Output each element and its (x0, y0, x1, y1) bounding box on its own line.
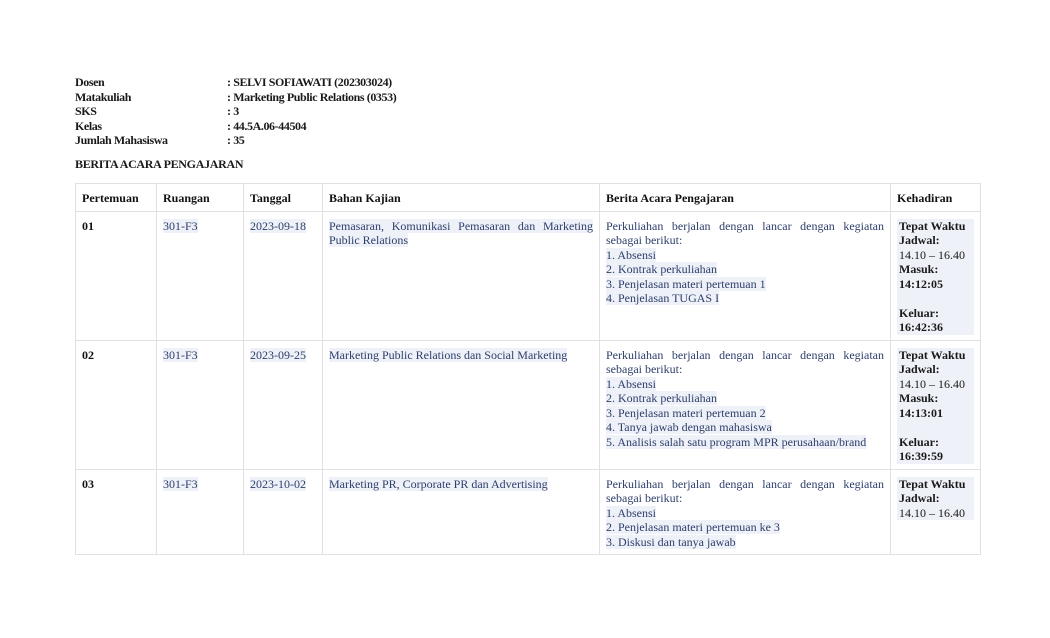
list-item: 1. Absensi (606, 505, 657, 520)
cell-berita-acara (600, 340, 891, 469)
masuk-label: Masuk: (899, 391, 939, 406)
jadwal-value: 14.10 – 16.40 (899, 376, 965, 391)
header-bahan-kajian: Bahan Kajian (323, 183, 600, 211)
jadwal-label: Jadwal: (899, 233, 940, 248)
jadwal-value: 14.10 – 16.40 (899, 247, 965, 262)
cell-bahan-kajian: Marketing PR, Corporate PR dan Advertising (323, 469, 600, 554)
cell-kehadiran (891, 211, 981, 340)
info-value-matakuliah: : Marketing Public Relations (0353) (227, 89, 397, 104)
info-label-sks: SKS (75, 104, 97, 119)
attendance-status: Tepat Waktu (899, 476, 966, 491)
berita-intro: Perkuliahan berjalan dengan lancar dengan kegiatan sebagai berikut: (606, 476, 884, 506)
cell-tanggal: 2023-09-18 (244, 211, 323, 340)
keluar-label: Keluar: (899, 305, 939, 320)
list-item: 2. Penjelasan materi pertemuan ke 3 (606, 520, 780, 535)
keluar-value: 16:39:59 (899, 449, 943, 464)
cell-tanggal: 2023-10-02 (244, 469, 323, 554)
list-item: 4. Penjelasan TUGAS I (606, 291, 720, 306)
cell-tanggal: 2023-09-25 (244, 340, 323, 469)
table-row (76, 340, 981, 469)
berita-list (606, 506, 884, 550)
attendance-status: Tepat Waktu (899, 218, 966, 233)
course-info (75, 75, 980, 148)
cell-ruangan: 301-F3 (157, 211, 244, 340)
attendance-block (897, 219, 974, 335)
list-item: 2. Kontrak perkuliahan (606, 391, 717, 406)
attendance-block (897, 477, 974, 521)
header-tanggal: Tanggal (244, 183, 323, 211)
header-berita-acara: Berita Acara Pengajaran (600, 183, 891, 211)
masuk-value: 14:13:01 (899, 405, 943, 420)
cell-bahan-kajian: Marketing Public Relations dan Social Marketing (323, 340, 600, 469)
table-row (76, 211, 981, 340)
section-title: BERITA ACARA PENGAJARAN (75, 156, 244, 171)
masuk-label: Masuk: (899, 262, 939, 277)
jadwal-label: Jadwal: (899, 362, 940, 377)
berita-list (606, 377, 884, 450)
info-value-jumlah-mahasiswa: : 35 (227, 133, 245, 148)
list-item: 3. Penjelasan materi pertemuan 2 (606, 405, 766, 420)
keluar-value: 16:42:36 (899, 320, 943, 335)
keluar-label: Keluar: (899, 434, 939, 449)
list-item: 3. Penjelasan materi pertemuan 1 (606, 276, 766, 291)
table-header-row (76, 183, 981, 211)
cell-ruangan: 301-F3 (157, 469, 244, 554)
header-ruangan: Ruangan (157, 183, 244, 211)
cell-pertemuan: 02 (76, 340, 157, 469)
table-row (76, 469, 981, 554)
header-pertemuan: Pertemuan (76, 183, 157, 211)
list-item: 5. Analisis salah satu program MPR perusahaan/brand (606, 434, 867, 449)
cell-berita-acara (600, 469, 891, 554)
document-page (75, 75, 980, 555)
info-label-kelas: Kelas (75, 118, 102, 133)
berita-intro: Perkuliahan berjalan dengan lancar dengan kegiatan sebagai berikut: (606, 347, 884, 377)
jadwal-label: Jadwal: (899, 491, 940, 506)
info-label-jumlah-mahasiswa: Jumlah Mahasiswa (75, 133, 168, 148)
info-label-matakuliah: Matakuliah (75, 89, 132, 104)
cell-berita-acara (600, 211, 891, 340)
attendance-block (897, 348, 974, 464)
list-item: 1. Absensi (606, 376, 657, 391)
cell-bahan-kajian: Pemasaran, Komunikasi Pemasaran dan Marketing Public Relations (323, 211, 600, 340)
list-item: 2. Kontrak perkuliahan (606, 262, 717, 277)
info-value-dosen: : SELVI SOFIAWATI (202303024) (227, 75, 392, 89)
cell-pertemuan: 03 (76, 469, 157, 554)
info-value-kelas: : 44.5A.06-44504 (227, 118, 307, 133)
list-item: 4. Tanya jawab dengan mahasiswa (606, 420, 772, 435)
attendance-status: Tepat Waktu (899, 347, 966, 362)
list-item: 3. Diskusi dan tanya jawab (606, 534, 736, 549)
info-label-dosen: Dosen (75, 75, 105, 89)
header-kehadiran: Kehadiran (891, 183, 981, 211)
berita-intro: Perkuliahan berjalan dengan lancar dengan kegiatan sebagai berikut: (606, 218, 884, 248)
cell-kehadiran (891, 469, 981, 554)
list-item: 1. Absensi (606, 247, 657, 262)
masuk-value: 14:12:05 (899, 276, 943, 291)
info-value-sks: : 3 (227, 104, 239, 119)
cell-ruangan: 301-F3 (157, 340, 244, 469)
cell-pertemuan: 01 (76, 211, 157, 340)
cell-kehadiran (891, 340, 981, 469)
teaching-report-table (75, 183, 981, 555)
berita-list (606, 248, 884, 306)
jadwal-value: 14.10 – 16.40 (899, 505, 965, 520)
